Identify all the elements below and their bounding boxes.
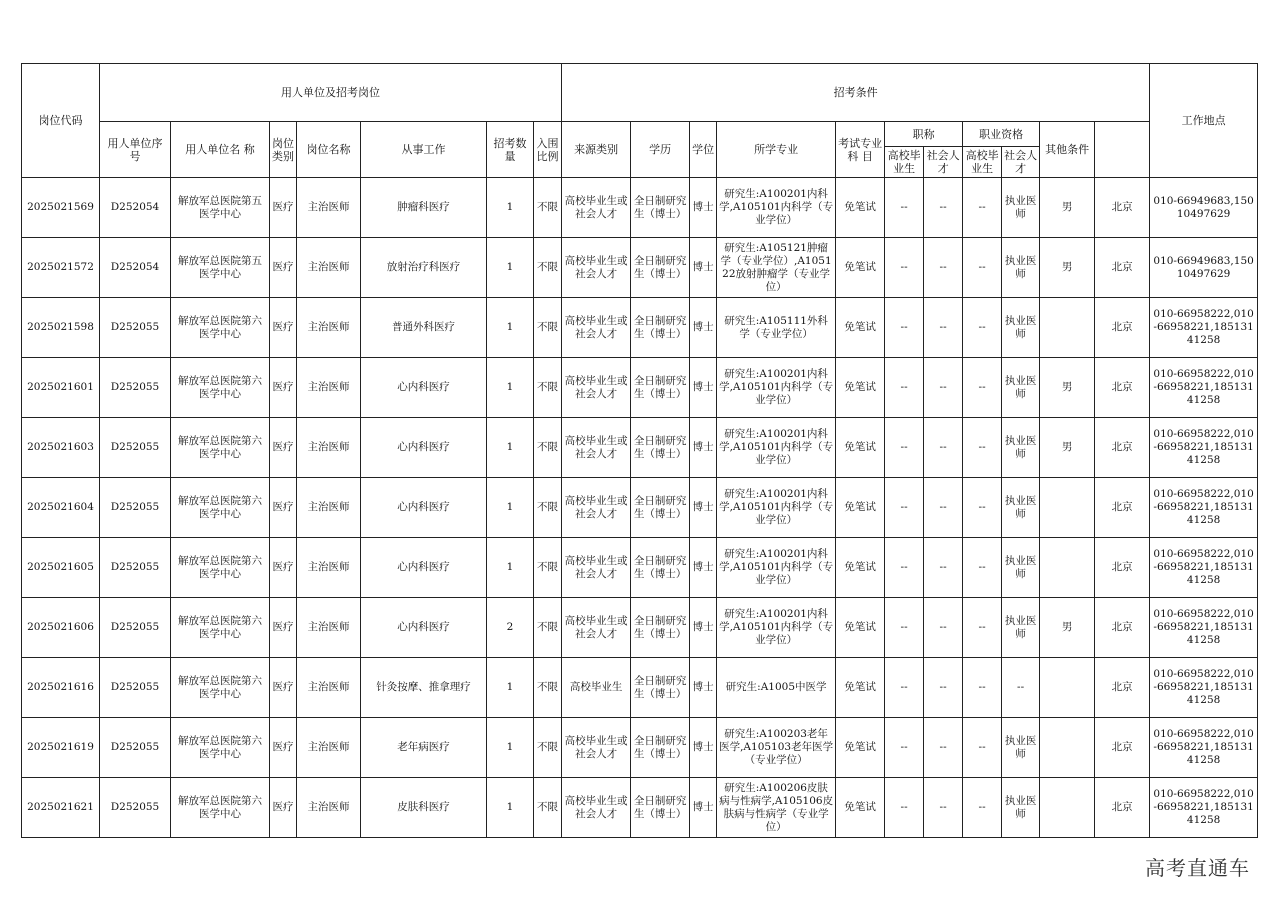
table-row (22, 298, 1258, 358)
cell-source-type: 高校毕业生或社会人才 (562, 298, 631, 358)
cell-work-content: 心内科医疗 (361, 538, 487, 598)
cell-education: 全日制研究生（博士） (631, 718, 690, 778)
cell-other-conditions (1040, 658, 1095, 718)
header-degree: 学位 (690, 122, 717, 178)
cell-source-type: 高校毕业生或社会人才 (562, 238, 631, 298)
cell-post-code: 2025021604 (22, 478, 100, 538)
cell-phone: 010-66958222,010-66958221,18513141258 (1150, 658, 1258, 718)
cell-recruit-count: 1 (487, 778, 534, 838)
cell-post-type: 医疗 (270, 238, 297, 298)
cell-major: 研究生:A100201内科学,A105101内科学（专业学位） (717, 538, 836, 598)
cell-qual-grad: -- (963, 778, 1002, 838)
cell-interview-ratio: 不限 (534, 478, 562, 538)
table-row (22, 718, 1258, 778)
cell-degree: 博士 (690, 418, 717, 478)
cell-education: 全日制研究生（博士） (631, 778, 690, 838)
cell-recruit-count: 1 (487, 538, 534, 598)
cell-location: 北京 (1095, 598, 1150, 658)
cell-education: 全日制研究生（博士） (631, 418, 690, 478)
cell-exam-subject: 免笔试 (836, 178, 885, 238)
cell-unit-seq: D252054 (100, 178, 171, 238)
cell-unit-seq: D252055 (100, 778, 171, 838)
cell-exam-subject: 免笔试 (836, 778, 885, 838)
cell-qual-grad: -- (963, 238, 1002, 298)
cell-post-code: 2025021598 (22, 298, 100, 358)
cell-degree: 博士 (690, 778, 717, 838)
cell-unit-name: 解放军总医院第五医学中心 (171, 238, 270, 298)
cell-degree: 博士 (690, 598, 717, 658)
cell-phone: 010-66958222,010-66958221,18513141258 (1150, 778, 1258, 838)
cell-degree: 博士 (690, 358, 717, 418)
cell-degree: 博士 (690, 538, 717, 598)
cell-qual-social: 执业医师 (1002, 538, 1040, 598)
cell-title-social: -- (924, 478, 963, 538)
cell-location: 北京 (1095, 358, 1150, 418)
cell-interview-ratio: 不限 (534, 658, 562, 718)
cell-title-social: -- (924, 358, 963, 418)
cell-source-type: 高校毕业生或社会人才 (562, 778, 631, 838)
cell-interview-ratio: 不限 (534, 358, 562, 418)
cell-major: 研究生:A100203老年医学,A105103老年医学（专业学位） (717, 718, 836, 778)
cell-title-grad: -- (885, 298, 924, 358)
cell-qual-social: -- (1002, 658, 1040, 718)
cell-title-social: -- (924, 418, 963, 478)
cell-recruit-count: 1 (487, 178, 534, 238)
cell-work-content: 心内科医疗 (361, 478, 487, 538)
cell-exam-subject: 免笔试 (836, 598, 885, 658)
cell-unit-name: 解放军总医院第六医学中心 (171, 658, 270, 718)
cell-title-social: -- (924, 658, 963, 718)
table-row (22, 538, 1258, 598)
cell-unit-seq: D252055 (100, 478, 171, 538)
header-source-type: 来源类别 (562, 122, 631, 178)
cell-title-grad: -- (885, 238, 924, 298)
header-major: 所学专业 (717, 122, 836, 178)
cell-degree: 博士 (690, 718, 717, 778)
cell-qual-social: 执业医师 (1002, 178, 1040, 238)
cell-title-social: -- (924, 538, 963, 598)
cell-post-code: 2025021572 (22, 238, 100, 298)
cell-education: 全日制研究生（博士） (631, 538, 690, 598)
cell-work-content: 肿瘤科医疗 (361, 178, 487, 238)
header-qual-grad: 高校毕业生 (963, 147, 1002, 178)
cell-post-name: 主治医师 (297, 238, 361, 298)
cell-post-name: 主治医师 (297, 598, 361, 658)
cell-title-social: -- (924, 598, 963, 658)
cell-unit-name: 解放军总医院第六医学中心 (171, 298, 270, 358)
cell-other-conditions (1040, 778, 1095, 838)
cell-work-content: 皮肤科医疗 (361, 778, 487, 838)
cell-exam-subject: 免笔试 (836, 538, 885, 598)
cell-location: 北京 (1095, 238, 1150, 298)
cell-post-type: 医疗 (270, 418, 297, 478)
cell-title-grad: -- (885, 658, 924, 718)
cell-unit-seq: D252055 (100, 658, 171, 718)
cell-title-grad: -- (885, 358, 924, 418)
header-post-code: 岗位代码 (22, 64, 100, 178)
cell-phone: 010-66958222,010-66958221,18513141258 (1150, 538, 1258, 598)
cell-interview-ratio: 不限 (534, 298, 562, 358)
cell-post-code: 2025021616 (22, 658, 100, 718)
cell-education: 全日制研究生（博士） (631, 238, 690, 298)
cell-location: 北京 (1095, 478, 1150, 538)
header-conditions-group: 招考条件 (562, 64, 1150, 122)
cell-major: 研究生:A100201内科学,A105101内科学（专业学位） (717, 478, 836, 538)
cell-major: 研究生:A100201内科学,A105101内科学（专业学位） (717, 358, 836, 418)
header-work-content: 从事工作 (361, 122, 487, 178)
cell-title-grad: -- (885, 778, 924, 838)
cell-unit-name: 解放军总医院第六医学中心 (171, 778, 270, 838)
cell-recruit-count: 1 (487, 418, 534, 478)
table-row (22, 418, 1258, 478)
cell-source-type: 高校毕业生或社会人才 (562, 358, 631, 418)
cell-exam-subject: 免笔试 (836, 718, 885, 778)
table-row (22, 178, 1258, 238)
cell-degree: 博士 (690, 238, 717, 298)
cell-phone: 010-66958222,010-66958221,18513141258 (1150, 478, 1258, 538)
cell-major: 研究生:A1005中医学 (717, 658, 836, 718)
cell-post-type: 医疗 (270, 298, 297, 358)
table-header (22, 64, 1258, 178)
cell-recruit-count: 1 (487, 298, 534, 358)
header-exam-subject: 考试专业科 目 (836, 122, 885, 178)
cell-exam-subject: 免笔试 (836, 478, 885, 538)
cell-recruit-count: 1 (487, 718, 534, 778)
cell-phone: 010-66958222,010-66958221,18513141258 (1150, 598, 1258, 658)
cell-location: 北京 (1095, 718, 1150, 778)
cell-unit-name: 解放军总医院第六医学中心 (171, 598, 270, 658)
cell-location: 北京 (1095, 178, 1150, 238)
cell-recruit-count: 1 (487, 358, 534, 418)
cell-other-conditions: 男 (1040, 418, 1095, 478)
cell-source-type: 高校毕业生或社会人才 (562, 178, 631, 238)
cell-qual-social: 执业医师 (1002, 778, 1040, 838)
cell-qual-social: 执业医师 (1002, 298, 1040, 358)
cell-post-name: 主治医师 (297, 658, 361, 718)
cell-interview-ratio: 不限 (534, 538, 562, 598)
cell-major: 研究生:A100201内科学,A105101内科学（专业学位） (717, 178, 836, 238)
table-row (22, 238, 1258, 298)
cell-exam-subject: 免笔试 (836, 298, 885, 358)
cell-work-content: 针灸按摩、推拿理疗 (361, 658, 487, 718)
cell-qual-grad: -- (963, 538, 1002, 598)
cell-other-conditions: 男 (1040, 358, 1095, 418)
cell-education: 全日制研究生（博士） (631, 478, 690, 538)
cell-source-type: 高校毕业生或社会人才 (562, 598, 631, 658)
cell-qual-grad: -- (963, 598, 1002, 658)
cell-qual-grad: -- (963, 478, 1002, 538)
cell-recruit-count: 1 (487, 238, 534, 298)
cell-education: 全日制研究生（博士） (631, 298, 690, 358)
cell-other-conditions (1040, 298, 1095, 358)
cell-location: 北京 (1095, 658, 1150, 718)
cell-source-type: 高校毕业生或社会人才 (562, 418, 631, 478)
cell-title-social: -- (924, 778, 963, 838)
cell-other-conditions (1040, 718, 1095, 778)
cell-exam-subject: 免笔试 (836, 418, 885, 478)
cell-title-grad: -- (885, 598, 924, 658)
cell-post-type: 医疗 (270, 658, 297, 718)
cell-work-content: 心内科医疗 (361, 418, 487, 478)
cell-location: 北京 (1095, 778, 1150, 838)
cell-other-conditions (1040, 478, 1095, 538)
cell-degree: 博士 (690, 658, 717, 718)
cell-unit-name: 解放军总医院第六医学中心 (171, 538, 270, 598)
cell-major: 研究生:A100206皮肤病与性病学,A105106皮肤病与性病学（专业学位） (717, 778, 836, 838)
table-row (22, 658, 1258, 718)
cell-source-type: 高校毕业生或社会人才 (562, 478, 631, 538)
cell-interview-ratio: 不限 (534, 778, 562, 838)
cell-qual-grad: -- (963, 658, 1002, 718)
cell-qual-social: 执业医师 (1002, 718, 1040, 778)
cell-degree: 博士 (690, 178, 717, 238)
header-qualification-group: 职业资格 (963, 122, 1040, 147)
cell-exam-subject: 免笔试 (836, 238, 885, 298)
cell-interview-ratio: 不限 (534, 718, 562, 778)
cell-exam-subject: 免笔试 (836, 658, 885, 718)
cell-education: 全日制研究生（博士） (631, 178, 690, 238)
cell-unit-seq: D252055 (100, 718, 171, 778)
cell-post-type: 医疗 (270, 178, 297, 238)
cell-phone: 010-66949683,15010497629 (1150, 178, 1258, 238)
cell-qual-social: 执业医师 (1002, 238, 1040, 298)
cell-unit-seq: D252055 (100, 358, 171, 418)
cell-unit-name: 解放军总医院第六医学中心 (171, 418, 270, 478)
cell-post-name: 主治医师 (297, 538, 361, 598)
cell-unit-name: 解放军总医院第六医学中心 (171, 718, 270, 778)
cell-unit-name: 解放军总医院第六医学中心 (171, 478, 270, 538)
cell-post-code: 2025021606 (22, 598, 100, 658)
table-row (22, 358, 1258, 418)
cell-title-grad: -- (885, 178, 924, 238)
cell-post-name: 主治医师 (297, 418, 361, 478)
cell-post-type: 医疗 (270, 358, 297, 418)
cell-post-name: 主治医师 (297, 178, 361, 238)
header-unit-name: 用人单位名 称 (171, 122, 270, 178)
header-qual-social: 社会人才 (1002, 147, 1040, 178)
cell-phone: 010-66958222,010-66958221,18513141258 (1150, 418, 1258, 478)
cell-post-type: 医疗 (270, 478, 297, 538)
cell-title-social: -- (924, 718, 963, 778)
cell-title-social: -- (924, 238, 963, 298)
cell-source-type: 高校毕业生 (562, 658, 631, 718)
header-title-grad: 高校毕业生 (885, 147, 924, 178)
cell-unit-seq: D252055 (100, 538, 171, 598)
header-other-conditions: 其他条件 (1040, 122, 1095, 178)
cell-post-name: 主治医师 (297, 478, 361, 538)
cell-unit-seq: D252054 (100, 238, 171, 298)
cell-other-conditions: 男 (1040, 598, 1095, 658)
cell-phone: 010-66958222,010-66958221,18513141258 (1150, 358, 1258, 418)
cell-education: 全日制研究生（博士） (631, 598, 690, 658)
cell-work-content: 心内科医疗 (361, 358, 487, 418)
cell-post-code: 2025021621 (22, 778, 100, 838)
header-education: 学历 (631, 122, 690, 178)
cell-unit-seq: D252055 (100, 298, 171, 358)
watermark-logo-text: 高考直通车 (1145, 856, 1250, 880)
cell-exam-subject: 免笔试 (836, 358, 885, 418)
header-location: 工作地点 (1150, 64, 1258, 178)
cell-work-content: 心内科医疗 (361, 598, 487, 658)
cell-location: 北京 (1095, 418, 1150, 478)
recruitment-table (21, 63, 1258, 838)
cell-other-conditions (1040, 538, 1095, 598)
cell-interview-ratio: 不限 (534, 238, 562, 298)
cell-phone: 010-66958222,010-66958221,18513141258 (1150, 718, 1258, 778)
cell-location: 北京 (1095, 298, 1150, 358)
cell-title-grad: -- (885, 478, 924, 538)
cell-phone: 010-66949683,15010497629 (1150, 238, 1258, 298)
cell-title-social: -- (924, 178, 963, 238)
header-unit-group: 用人单位及招考岗位 (100, 64, 562, 122)
cell-post-name: 主治医师 (297, 358, 361, 418)
header-title-group: 职称 (885, 122, 963, 147)
cell-post-name: 主治医师 (297, 718, 361, 778)
cell-major: 研究生:A105121肿瘤学（专业学位）,A105122放射肿瘤学（专业学位） (717, 238, 836, 298)
cell-qual-grad: -- (963, 358, 1002, 418)
cell-unit-name: 解放军总医院第五医学中心 (171, 178, 270, 238)
cell-education: 全日制研究生（博士） (631, 658, 690, 718)
cell-major: 研究生:A100201内科学,A105101内科学（专业学位） (717, 598, 836, 658)
cell-qual-social: 执业医师 (1002, 598, 1040, 658)
table-row (22, 478, 1258, 538)
cell-qual-grad: -- (963, 178, 1002, 238)
cell-work-content: 放射治疗科医疗 (361, 238, 487, 298)
cell-post-type: 医疗 (270, 598, 297, 658)
cell-post-name: 主治医师 (297, 778, 361, 838)
header-recruit-count: 招考数量 (487, 122, 534, 178)
cell-major: 研究生:A105111外科学（专业学位） (717, 298, 836, 358)
cell-interview-ratio: 不限 (534, 418, 562, 478)
cell-major: 研究生:A100201内科学,A105101内科学（专业学位） (717, 418, 836, 478)
cell-qual-grad: -- (963, 418, 1002, 478)
cell-title-grad: -- (885, 538, 924, 598)
table-row (22, 598, 1258, 658)
cell-post-type: 医疗 (270, 718, 297, 778)
cell-source-type: 高校毕业生或社会人才 (562, 538, 631, 598)
cell-post-code: 2025021601 (22, 358, 100, 418)
cell-title-grad: -- (885, 418, 924, 478)
cell-other-conditions: 男 (1040, 178, 1095, 238)
cell-interview-ratio: 不限 (534, 178, 562, 238)
cell-qual-social: 执业医师 (1002, 478, 1040, 538)
header-interview-ratio: 入围比例 (534, 122, 562, 178)
cell-work-content: 普通外科医疗 (361, 298, 487, 358)
cell-post-code: 2025021605 (22, 538, 100, 598)
header-post-type: 岗位类别 (270, 122, 297, 178)
header-title-social: 社会人才 (924, 147, 963, 178)
cell-post-code: 2025021603 (22, 418, 100, 478)
header-unit-seq: 用人单位序 号 (100, 122, 171, 178)
cell-qual-social: 执业医师 (1002, 358, 1040, 418)
cell-phone: 010-66958222,010-66958221,18513141258 (1150, 298, 1258, 358)
cell-unit-seq: D252055 (100, 418, 171, 478)
header-post-name: 岗位名称 (297, 122, 361, 178)
cell-post-code: 2025021569 (22, 178, 100, 238)
cell-recruit-count: 1 (487, 658, 534, 718)
cell-title-grad: -- (885, 718, 924, 778)
cell-qual-grad: -- (963, 718, 1002, 778)
cell-recruit-count: 2 (487, 598, 534, 658)
table-row (22, 778, 1258, 838)
cell-work-content: 老年病医疗 (361, 718, 487, 778)
cell-post-name: 主治医师 (297, 298, 361, 358)
cell-location: 北京 (1095, 538, 1150, 598)
cell-qual-grad: -- (963, 298, 1002, 358)
cell-post-type: 医疗 (270, 778, 297, 838)
cell-education: 全日制研究生（博士） (631, 358, 690, 418)
cell-degree: 博士 (690, 478, 717, 538)
cell-post-type: 医疗 (270, 538, 297, 598)
cell-source-type: 高校毕业生或社会人才 (562, 718, 631, 778)
cell-title-social: -- (924, 298, 963, 358)
cell-unit-seq: D252055 (100, 598, 171, 658)
cell-qual-social: 执业医师 (1002, 418, 1040, 478)
cell-other-conditions: 男 (1040, 238, 1095, 298)
cell-degree: 博士 (690, 298, 717, 358)
cell-unit-name: 解放军总医院第六医学中心 (171, 358, 270, 418)
cell-recruit-count: 1 (487, 478, 534, 538)
cell-post-code: 2025021619 (22, 718, 100, 778)
table-body (22, 178, 1258, 838)
cell-interview-ratio: 不限 (534, 598, 562, 658)
